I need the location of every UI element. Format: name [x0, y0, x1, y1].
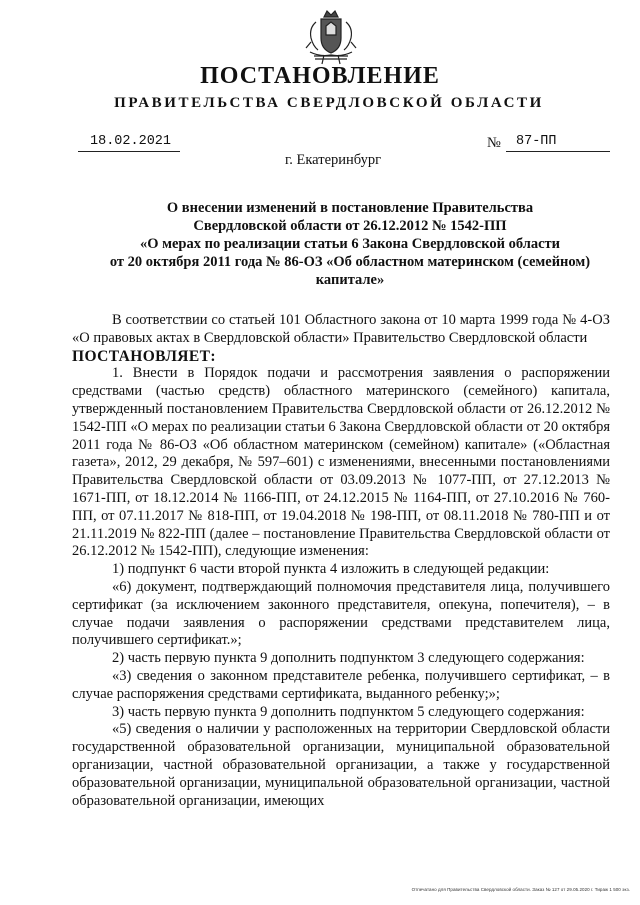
preamble-paragraph: В соответствии со статьей 101 Областного закона от 10 марта 1999 года № 4-ОЗ «О правовых актах в Свердловской области» Правительство Свердловской области: [72, 312, 610, 346]
body-paragraph: 1. Внести в Порядок подачи и рассмотрения заявления о распоряжении средствами (частью средств) областного материнского (семейного) капитала, утвержденный постановлением Правительства Свердловской области от 26.12.2012 № 1542-ПП «О мерах по реализации статьи 6 Закона Свердловской области от 20 октября 2011 года № 86-ОЗ «Об областном материнском (семейном) капитале» («Областная газета», 2012, 29 декабря, № 597–601) с изменениями, внесенными постановлениями Правительства Свердловской области от 03.09.2013 № 1077-ПП, от 27.12.2013 № 1671-ПП, от 18.12.2014 № 1166-ПП, от 24.12.2015 № 1164-ПП, от 27.10.2016 № 760-ПП, от 07.11.2017 № 818-ПП, от 19.04.2018 № 198-ПП, от 08.11.2018 № 780-ПП и от 21.11.2019 № 822-ПП (далее – постановление Правительства Свердловской области от 26.12.2012 № 1542-ПП), следующие изменения:: [72, 365, 610, 560]
body-paragraph: «3) сведения о законном представителе ребенка, получившего сертификат, – в случае распоряжения средствами сертификата, выданного ребенку;»;: [72, 667, 610, 702]
body-paragraph: «5) сведения о наличии у расположенных на территории Свердловской области государственной образовательной организации, муниципальной образовательной организации, частной образовательной организации, а также у государственной образовательной организации, муниципальной образовательной организации, частной образовательной организации, имеющих: [72, 721, 610, 809]
heading-line: от 20 октября 2011 года № 86-ОЗ «Об областном материнском (семейном): [109, 254, 591, 270]
print-note: Отпечатано для Правительства Свердловской области. Заказ № 127 от 29.05.2020 г. Тираж 1 500 экз.: [411, 887, 630, 892]
body-paragraph: 2) часть первую пункта 9 дополнить подпунктом 3 следующего содержания:: [112, 650, 585, 667]
heading-line: «О мерах по реализации статьи 6 Закона Свердловской области: [139, 236, 561, 252]
document-date: 18.02.2021: [78, 133, 180, 152]
document-number: 87-ПП: [506, 133, 610, 152]
heading-line: Свердловской области от 26.12.2012 № 1542-ПП: [193, 218, 507, 234]
body-paragraph: 3) часть первую пункта 9 дополнить подпунктом 5 следующего содержания:: [112, 703, 585, 720]
document-city: г. Екатеринбург: [284, 152, 382, 168]
page-title: ПОСТАНОВЛЕНИЕ: [200, 63, 440, 89]
coat-of-arms-icon: [302, 8, 360, 66]
page-subtitle: ПРАВИТЕЛЬСТВА СВЕРДЛОВСКОЙ ОБЛАСТИ: [114, 95, 544, 111]
document-number-label: №: [487, 135, 501, 151]
heading-line: капитале»: [315, 272, 385, 288]
document-body: [72, 312, 610, 810]
decree-word: ПОСТАНОВЛЯЕТ:: [72, 347, 216, 365]
heading-line: О внесении изменений в постановление Правительства: [166, 200, 534, 216]
document-heading: [80, 199, 620, 289]
body-paragraph: 1) подпункт 6 части второй пункта 4 изложить в следующей редакции:: [112, 561, 550, 578]
body-paragraph: «6) документ, подтверждающий полномочия представителя лица, получившего сертификат (за исключением законного представителя, опекуна, попечителя), – в случае подачи заявления о распоряжении средствами представителем лица, получившего сертификат.»;: [72, 578, 610, 649]
